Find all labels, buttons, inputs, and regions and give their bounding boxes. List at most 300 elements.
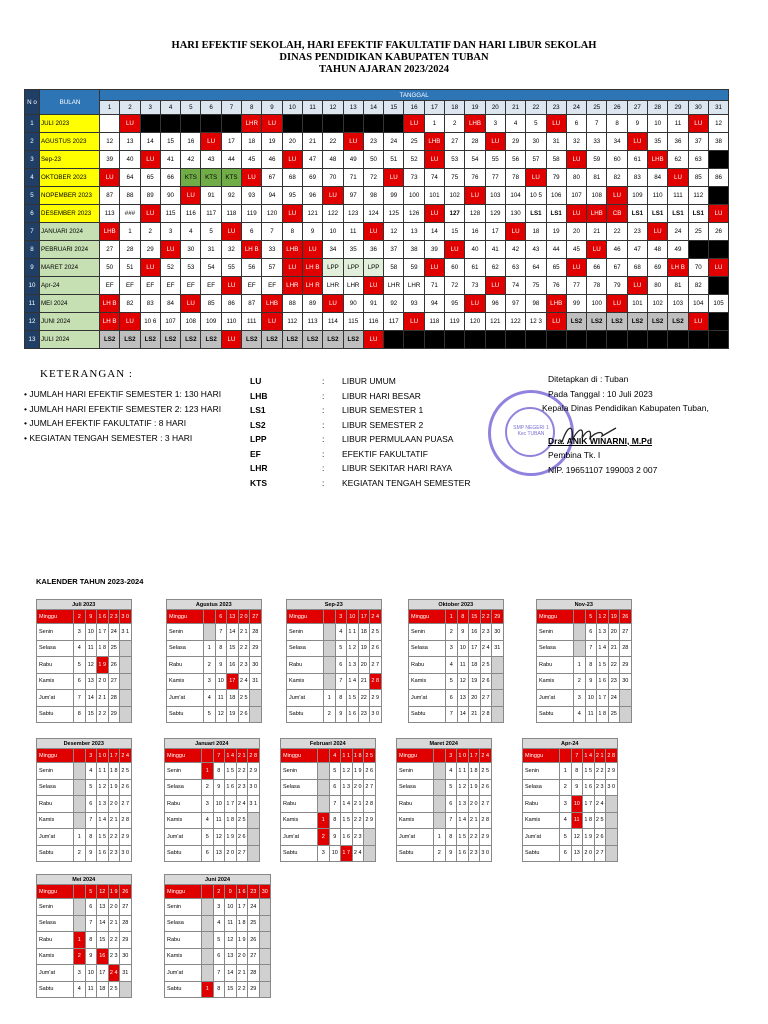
day-cell: 125 — [384, 205, 404, 223]
day-cell: 104 — [505, 187, 525, 205]
row-month: Apr-24 — [40, 277, 100, 295]
mini-date: 2 2 — [236, 981, 248, 998]
day-cell: 38 — [404, 241, 424, 259]
mini-day-name: Rabu — [537, 657, 574, 674]
day-cell: 108 — [587, 187, 607, 205]
day-cell: LU — [323, 187, 343, 205]
mini-date: 6 — [215, 610, 227, 624]
mini-date: 23 — [358, 706, 370, 723]
mini-date: 12 — [213, 829, 225, 846]
mini-date: 5 — [74, 657, 86, 674]
mini-date: 29 — [248, 981, 260, 998]
mini-date: 2 1 — [236, 965, 248, 982]
day-cell: LHB — [100, 223, 120, 241]
mini-calendar — [164, 874, 271, 998]
day-cell: 93 — [242, 187, 262, 205]
mini-day-name: Jum'at — [37, 829, 74, 846]
legend-desc: KEGIATAN TENGAH SEMESTER — [342, 477, 471, 488]
mini-date: 1 6 — [583, 779, 595, 796]
day-cell: LHR — [282, 277, 302, 295]
day-cell: 103 — [668, 295, 688, 313]
table-row — [25, 205, 729, 223]
day-cell — [688, 331, 708, 349]
mini-date: 2 4 — [594, 796, 606, 813]
day-cell: 70 — [688, 259, 708, 277]
mini-date: 1 0 — [97, 749, 109, 763]
mini-date: 2 2 — [108, 829, 120, 846]
mini-day-name: Jum'at — [287, 690, 324, 707]
mini-date: 18 — [227, 690, 239, 707]
day-cell: 69 — [648, 259, 668, 277]
mini-date: 14 — [457, 706, 469, 723]
day-cell: 115 — [160, 205, 180, 223]
day-cell: LU — [363, 223, 383, 241]
mini-date: 1 5 — [583, 763, 595, 780]
mini-day-name: Rabu — [165, 796, 202, 813]
mini-date: 2 7 — [120, 796, 132, 813]
mini-date: 2 5 — [364, 749, 376, 763]
day-cell: 37 — [384, 241, 404, 259]
mini-day-name: Sabtu — [165, 981, 202, 998]
mini-date: 13 — [571, 845, 583, 862]
mini-date — [259, 981, 271, 998]
mini-calendar-title: Juni 2024 — [165, 875, 271, 885]
mini-day-name: Selasa — [287, 640, 324, 657]
mini-day-name: Rabu — [37, 796, 74, 813]
day-cell: 31 — [201, 241, 221, 259]
mini-date: 2 1 — [238, 624, 250, 641]
mini-date: 11 — [85, 981, 97, 998]
mini-day-name: Senin — [281, 763, 318, 780]
mini-date — [248, 812, 260, 829]
day-cell: LU — [546, 115, 566, 133]
mini-calendar-title: Desember 2023 — [37, 739, 132, 749]
mini-date — [202, 899, 214, 916]
day-cell — [465, 331, 485, 349]
mini-day-name: Sabtu — [165, 845, 202, 862]
mini-date: 2 9 — [248, 763, 260, 780]
day-cell: 36 — [668, 133, 688, 151]
day-cell: LPP — [343, 259, 363, 277]
mini-date: 4 — [574, 706, 586, 723]
day-cell: 88 — [282, 295, 302, 313]
mini-date: 13 — [97, 899, 109, 916]
mini-day-name: Senin — [397, 763, 434, 780]
day-cell: 71 — [424, 277, 444, 295]
mini-date: 2 0 — [225, 845, 237, 862]
day-cell: 103 — [485, 187, 505, 205]
day-cell: LU — [181, 187, 201, 205]
mini-date: 3 — [202, 796, 214, 813]
day-header: 24 — [566, 101, 586, 115]
mini-date: 2 1 — [236, 749, 248, 763]
mini-date: 8 — [74, 706, 86, 723]
day-cell: EF — [120, 277, 140, 295]
keterangan-title: KETERANGAN : — [40, 368, 133, 380]
day-cell: 60 — [607, 151, 627, 169]
mini-date: 2 2 — [108, 932, 120, 949]
mini-date: 2 5 — [370, 624, 382, 641]
mini-calendar-title: Agustus 2023 — [167, 600, 262, 610]
mini-date: 1 8 — [97, 640, 109, 657]
mini-day-name: Kamis — [37, 812, 74, 829]
table-row — [25, 187, 729, 205]
day-cell: 54 — [465, 151, 485, 169]
mini-date — [574, 640, 586, 657]
mini-date — [120, 673, 132, 690]
mini-date: 30 — [620, 673, 632, 690]
mini-date: 2 7 — [594, 845, 606, 862]
mini-day-name: Selasa — [281, 779, 318, 796]
mini-date: 4 — [74, 981, 86, 998]
mini-date: 1 2 — [457, 779, 469, 796]
day-cell: KTS — [181, 169, 201, 187]
col-bulan-header: BULAN — [40, 90, 100, 115]
day-cell: LU — [384, 169, 404, 187]
mini-date: 2 9 — [120, 829, 132, 846]
mini-date — [74, 796, 86, 813]
day-cell: 93 — [404, 295, 424, 313]
mini-day-name: Jum'at — [37, 690, 74, 707]
day-header: 31 — [708, 101, 728, 115]
mini-day-name: Selasa — [37, 779, 74, 796]
day-cell: LU — [566, 205, 586, 223]
day-cell: 95 — [282, 187, 302, 205]
mini-date: 2 1 — [97, 690, 109, 707]
mini-date: 1 7 — [583, 796, 595, 813]
mini-day-name: Senin — [37, 899, 74, 916]
day-cell — [100, 115, 120, 133]
day-cell: 6 — [242, 223, 262, 241]
mini-date: 1 7 — [468, 749, 480, 763]
day-cell: LU — [424, 151, 444, 169]
day-cell: 42 — [181, 151, 201, 169]
mini-date: 2 7 — [370, 657, 382, 674]
day-cell: 116 — [181, 205, 201, 223]
day-cell: LHB — [262, 295, 282, 313]
mini-date: 12 — [457, 673, 469, 690]
day-cell: EF — [181, 277, 201, 295]
mini-date: 19 — [227, 706, 239, 723]
day-cell: 11 — [343, 223, 363, 241]
mini-calendar-title: Oktober 2023 — [409, 600, 504, 610]
mini-date: 2 9 — [370, 690, 382, 707]
mini-day-name: Senin — [165, 763, 202, 780]
mini-date — [204, 610, 216, 624]
mini-date: 1 4 — [583, 749, 595, 763]
day-cell: EF — [262, 277, 282, 295]
day-cell: 96 — [485, 295, 505, 313]
mini-date — [202, 932, 214, 949]
day-cell: 72 — [363, 169, 383, 187]
day-cell: LS2 — [100, 331, 120, 349]
day-cell: LU — [404, 115, 424, 133]
day-cell: LU — [505, 223, 525, 241]
day-cell: 43 — [526, 241, 546, 259]
day-cell: 61 — [627, 151, 647, 169]
legend-code: LHB — [250, 390, 268, 401]
day-cell: 49 — [343, 151, 363, 169]
mini-date: 21 — [358, 673, 370, 690]
day-cell — [424, 331, 444, 349]
mini-date — [364, 845, 376, 862]
day-cell: LS2 — [201, 331, 221, 349]
mini-calendar-title: Januari 2024 — [165, 739, 260, 749]
day-cell — [708, 313, 728, 331]
mini-date — [248, 829, 260, 846]
day-cell: LS2 — [262, 331, 282, 349]
day-cell — [323, 115, 343, 133]
mini-date: 10 — [347, 610, 359, 624]
day-cell: 116 — [363, 313, 383, 331]
day-cell: 28 — [465, 133, 485, 151]
mini-date — [574, 624, 586, 641]
mini-date: 26 — [620, 610, 632, 624]
legend-item: LPP : LIBUR PERMULAAN PUASA — [250, 432, 470, 447]
day-cell: 99 — [384, 187, 404, 205]
mini-date: 13 — [457, 690, 469, 707]
mini-day-name: Kamis — [523, 812, 560, 829]
day-cell: 84 — [160, 295, 180, 313]
mini-calendar-title: Mei 2024 — [37, 875, 132, 885]
mini-date — [620, 706, 632, 723]
mini-date: 15 — [97, 932, 109, 949]
mini-date: 1 8 — [597, 706, 609, 723]
row-month: NOPEMBER 2023 — [40, 187, 100, 205]
mini-date: 29 — [620, 657, 632, 674]
day-cell: 21 — [302, 133, 322, 151]
mini-date: 20 — [608, 624, 620, 641]
day-cell: LU — [607, 187, 627, 205]
day-cell — [708, 277, 728, 295]
day-cell — [526, 331, 546, 349]
mini-date: 31 — [492, 640, 504, 657]
mini-date: 3 — [560, 796, 572, 813]
row-month: JUNI 2024 — [40, 313, 100, 331]
mini-date: 8 — [571, 763, 583, 780]
mini-date: 2 6 — [364, 763, 376, 780]
day-cell: 114 — [323, 313, 343, 331]
mini-date — [318, 763, 330, 780]
legend-code: LHR — [250, 463, 268, 473]
mini-date: 2 9 — [364, 812, 376, 829]
mini-day-name: Selasa — [537, 640, 574, 657]
day-cell: 41 — [485, 241, 505, 259]
mini-date — [434, 749, 446, 763]
day-cell — [160, 115, 180, 133]
mini-date: 2 6 — [480, 673, 492, 690]
mini-date: 7 — [585, 640, 597, 657]
day-cell: 48 — [648, 241, 668, 259]
day-cell: 73 — [465, 277, 485, 295]
table-row — [25, 313, 729, 331]
mini-date: 1 6 — [347, 706, 359, 723]
row-number: 2 — [25, 133, 40, 151]
mini-day-name: Kamis — [37, 673, 74, 690]
day-cell — [384, 115, 404, 133]
mini-day-name: Rabu — [523, 796, 560, 813]
mini-date: 8 — [213, 981, 225, 998]
mini-date: 2 4 — [352, 845, 364, 862]
mini-date: 2 9 — [606, 763, 618, 780]
mini-date — [74, 779, 86, 796]
mini-date: 9 — [571, 779, 583, 796]
day-cell: 46 — [607, 241, 627, 259]
table-row — [25, 133, 729, 151]
mini-date: 7 — [446, 706, 458, 723]
mini-day-name: Selasa — [37, 640, 74, 657]
mini-date: 1 — [446, 610, 458, 624]
title-line-1: HARI EFEKTIF SEKOLAH, HARI EFEKTIF FAKULTATIF DAN HARI LIBUR SEKOLAH — [171, 40, 597, 51]
day-cell: LH B — [100, 313, 120, 331]
mini-date: 2 1 — [108, 812, 120, 829]
day-header: 13 — [343, 101, 363, 115]
mini-date: 29 — [250, 640, 262, 657]
mini-date: 6 — [446, 690, 458, 707]
day-cell: LU — [120, 115, 140, 133]
mini-date: 3 1 — [248, 796, 260, 813]
day-cell: 111 — [242, 313, 262, 331]
mini-date: 5 — [213, 932, 225, 949]
day-header: 30 — [688, 101, 708, 115]
mini-date: 4 — [335, 624, 347, 641]
mini-date: 2 0 — [108, 796, 120, 813]
mini-day-name: Sabtu — [281, 845, 318, 862]
mini-date: 1 4 — [97, 812, 109, 829]
day-cell: 45 — [566, 241, 586, 259]
mini-date: 10 — [571, 796, 583, 813]
day-cell: 82 — [607, 169, 627, 187]
mini-date — [324, 640, 336, 657]
day-cell: 107 — [160, 313, 180, 331]
day-cell: LU — [323, 295, 343, 313]
mini-date: 5 — [202, 829, 214, 846]
mini-date: 11 — [213, 812, 225, 829]
mini-calendar — [280, 738, 376, 862]
day-cell: 39 — [100, 151, 120, 169]
legend-code: LPP — [250, 434, 267, 444]
day-cell: LHB — [546, 295, 566, 313]
mini-date: 2 — [324, 706, 336, 723]
mini-date: 2 — [74, 948, 86, 965]
mini-date: 1 8 — [236, 915, 248, 932]
day-header: 2 — [120, 101, 140, 115]
day-cell: 120 — [262, 205, 282, 223]
pangkat: Pembina Tk. I — [548, 450, 601, 460]
mini-date: 9 — [215, 657, 227, 674]
day-cell: 97 — [343, 187, 363, 205]
mini-date: 27 — [250, 610, 262, 624]
mini-date — [434, 779, 446, 796]
mini-date: 24 — [108, 624, 120, 641]
mini-date: 6 — [329, 779, 341, 796]
row-number: 3 — [25, 151, 40, 169]
mini-date: 24 — [608, 690, 620, 707]
mini-date: 2 0 — [352, 779, 364, 796]
row-month: AGUSTUS 2023 — [40, 133, 100, 151]
mini-date: 2 4 — [236, 796, 248, 813]
mini-date: 17 — [469, 640, 481, 657]
mini-date — [259, 948, 271, 965]
day-cell: 25 — [688, 223, 708, 241]
mini-date: 6 — [202, 845, 214, 862]
row-number: 1 — [25, 115, 40, 133]
row-number: 6 — [25, 205, 40, 223]
day-cell: 59 — [587, 151, 607, 169]
mini-calendar-title: Sep-23 — [287, 600, 382, 610]
day-cell: 14 — [140, 133, 160, 151]
mini-date: 9 — [85, 948, 97, 965]
mini-day-name: Minggu — [537, 610, 574, 624]
day-header: 8 — [242, 101, 262, 115]
mini-day-name: Sabtu — [287, 706, 324, 723]
legend-desc: LIBUR SEMESTER 2 — [342, 419, 424, 430]
day-cell: KTS — [221, 169, 241, 187]
day-cell: LHR — [384, 277, 404, 295]
mini-date: 7 — [74, 690, 86, 707]
mini-day-name: Selasa — [165, 779, 202, 796]
day-cell: 21 — [587, 223, 607, 241]
tanggal: Pada Tanggal : 10 Juli 2023 — [548, 388, 653, 399]
mini-date: 25 — [248, 915, 260, 932]
mini-day-name: Minggu — [287, 610, 324, 624]
day-cell: LHR — [323, 277, 343, 295]
mini-date: 1 8 — [225, 812, 237, 829]
day-cell — [221, 115, 241, 133]
day-cell: 55 — [485, 151, 505, 169]
mini-day-name: Selasa — [397, 779, 434, 796]
mini-date: 1 7 — [97, 624, 109, 641]
mini-date: 8 — [213, 763, 225, 780]
mini-day-name: Sabtu — [537, 706, 574, 723]
mini-date — [202, 965, 214, 982]
day-cell: LU — [262, 115, 282, 133]
mini-day-name: Kamis — [537, 673, 574, 690]
day-cell: 104 — [688, 295, 708, 313]
title-line-2: DINAS PENDIDIKAN KABUPATEN TUBAN — [279, 52, 489, 63]
day-cell: 17 — [485, 223, 505, 241]
day-cell: LU — [566, 259, 586, 277]
mini-date: 5 — [85, 885, 97, 899]
day-cell: LU — [688, 313, 708, 331]
day-cell: 27 — [445, 133, 465, 151]
mini-day-name: Jum'at — [37, 965, 74, 982]
mini-date: 2 0 — [468, 796, 480, 813]
day-header: 28 — [648, 101, 668, 115]
day-cell: 55 — [221, 259, 241, 277]
day-cell: LU — [526, 169, 546, 187]
mini-date — [324, 657, 336, 674]
day-cell: 111 — [668, 187, 688, 205]
mini-date — [606, 812, 618, 829]
day-header: 22 — [526, 101, 546, 115]
day-cell: LU — [160, 241, 180, 259]
row-number: 11 — [25, 295, 40, 313]
mini-date — [120, 640, 132, 657]
mini-day-name: Kamis — [165, 812, 202, 829]
day-cell: 23 — [627, 223, 647, 241]
day-cell: 20 — [282, 133, 302, 151]
mini-date: 2 6 — [370, 640, 382, 657]
day-cell: 57 — [262, 259, 282, 277]
day-cell: LU — [688, 115, 708, 133]
day-cell: 122 — [505, 313, 525, 331]
day-cell: 62 — [485, 259, 505, 277]
mini-date: 1 0 — [457, 749, 469, 763]
day-cell: 71 — [343, 169, 363, 187]
mini-date: 1 — [324, 690, 336, 707]
day-cell: 2 — [140, 223, 160, 241]
